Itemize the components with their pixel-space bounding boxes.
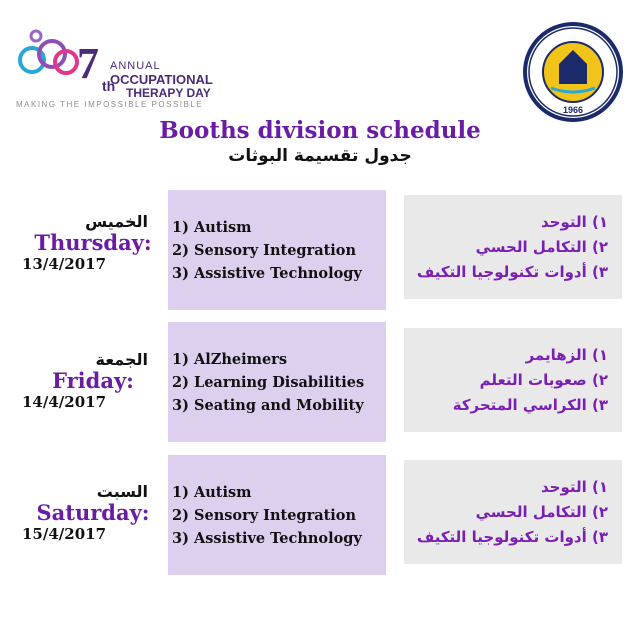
booth-item: 1) Autism xyxy=(172,218,252,236)
day-name-en: Thursday: xyxy=(34,230,152,255)
day-date: 14/4/2017 xyxy=(22,393,107,411)
day-name-en: Saturday: xyxy=(36,500,150,525)
booth-item-ar: ١) التوحد xyxy=(540,212,608,231)
booths-ar-thursday xyxy=(404,195,622,299)
booth-item: 1) AlZheimers xyxy=(172,350,287,368)
logo-circles-icon xyxy=(14,26,86,84)
booth-item: 1) Autism xyxy=(172,483,252,501)
logo-therapy-day: THERAPY DAY xyxy=(126,86,211,100)
ot-day-logo xyxy=(14,26,214,109)
logo-number: 7 xyxy=(77,39,99,88)
day-label-friday xyxy=(20,350,166,411)
booth-item: 2) Sensory Integration xyxy=(172,506,357,524)
booth-item-ar: ١) الزهايمر xyxy=(525,345,608,364)
logo-tagline: MAKING THE IMPOSSIBLE POSSIBLE xyxy=(16,100,204,109)
day-date: 15/4/2017 xyxy=(22,525,107,543)
day-name-ar: الجمعة xyxy=(95,350,148,369)
day-name-en: Friday: xyxy=(52,368,134,393)
day-name-ar: الخميس xyxy=(85,212,148,231)
day-label-saturday xyxy=(20,482,166,543)
day-date: 13/4/2017 xyxy=(22,255,107,273)
booths-en-saturday xyxy=(168,455,386,575)
booth-item: 2) Sensory Integration xyxy=(172,241,357,259)
kuwait-university-seal-icon xyxy=(521,20,625,124)
booth-item: 2) Learning Disabilities xyxy=(172,373,365,391)
booths-ar-saturday xyxy=(404,460,622,564)
booth-item-ar: ١) التوحد xyxy=(540,477,608,496)
day-name-ar: السبت xyxy=(96,482,148,501)
booth-item-ar: ٣) أدوات تكنولوجيا التكيف xyxy=(416,527,608,546)
day-label-thursday xyxy=(20,212,166,273)
booth-item-ar: ٣) أدوات تكنولوجيا التكيف xyxy=(416,262,608,281)
page-title: Booths division schedule xyxy=(159,117,481,144)
booths-en-friday xyxy=(168,322,386,442)
booth-item-ar: ٢) صعوبات التعلم xyxy=(479,370,608,389)
booths-en-thursday xyxy=(168,190,386,310)
seal-year: 1966 xyxy=(562,105,584,115)
logo-suffix: th xyxy=(102,78,116,94)
booth-item-ar: ٢) التكامل الحسي xyxy=(475,237,608,256)
booth-item: 3) Assistive Technology xyxy=(172,264,362,282)
booth-item: 3) Seating and Mobility xyxy=(172,396,364,414)
booths-ar-friday xyxy=(404,328,622,432)
booth-item-ar: ٢) التكامل الحسي xyxy=(475,502,608,521)
logo-annual: ANNUAL xyxy=(110,60,161,72)
page-subtitle-ar: جدول تقسيمة البوثات xyxy=(228,146,412,166)
logo-occupational: OCCUPATIONAL xyxy=(110,72,213,87)
booth-item: 3) Assistive Technology xyxy=(172,529,362,547)
booth-item-ar: ٣) الكراسي المتحركة xyxy=(452,395,608,414)
